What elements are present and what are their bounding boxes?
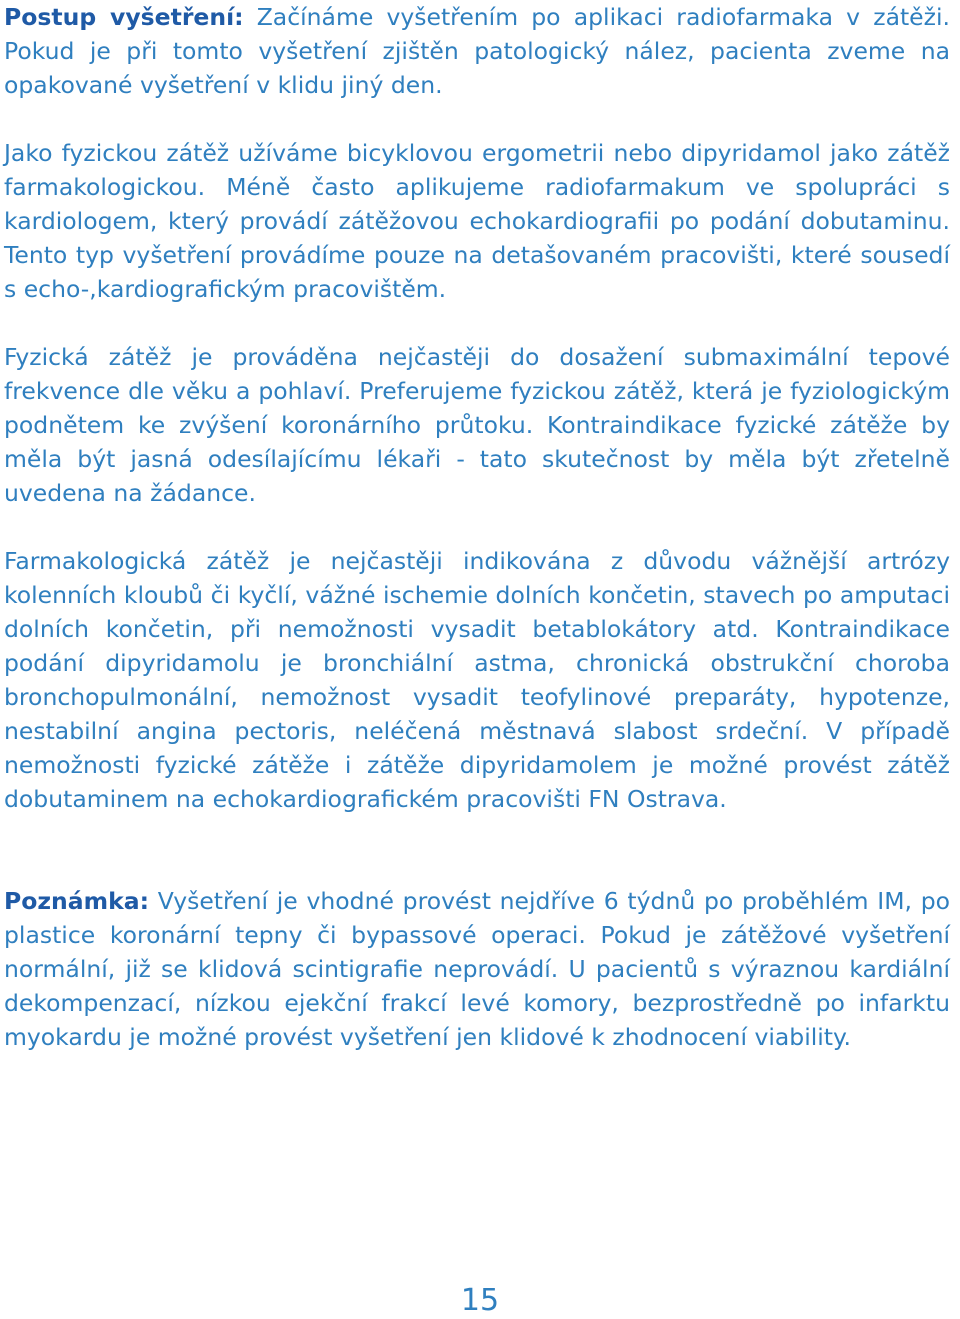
- paragraph-text: Fyzická zátěž je prováděna nejčastěji do dosažení submaximální tepové frekvence dle věku a pohlaví. Preferujeme fyzickou zátěž, která je fyziologickým podnětem ke zvýšení koronárního průtoku. Kontraindikace fyzické zátěže by měla být jasná odesílajícímu lékaři - tato skutečnost by měla být zřetelně uvedena na žádance.: [4, 343, 950, 507]
- paragraph-physical-stress: [4, 340, 950, 510]
- page-number: 15: [460, 1283, 500, 1318]
- paragraph-text: Vyšetření je vhodné provést nejdříve 6 týdnů po proběhlém IM, po plastice koronární tepny či bypassové operaci. Pokud je zátěžové vyšetření normální, již se klidová scintigrafie neprovádí. U pacientů s výraznou kardiální dekompenzací, nízkou ejekční frakcí levé komory, bezprostředně po infarktu myokardu je možné provést vyšetření jen klidové k zhodnocení viability.: [4, 887, 950, 1051]
- paragraph-text: Farmakologická zátěž je nejčastěji indikována z důvodu vážnější artrózy kolenních kloubů či kyčlí, vážné ischemie dolních končetin, stavech po amputaci dolních končetin, při nemožnosti vysadit betablokátory atd. Kontraindikace podání dipyridamolu je bronchiální astma, chronická obstrukční choroba bronchopulmonální, nemožnost vysadit teofylinové preparáty, hypotenze, nestabilní angina pectoris, neléčená městnavá slabost srdeční. V případě nemožnosti fyzické zátěže i zátěže dipyridamolem je možné provést zátěž dobutaminem na echokardiografickém pracovišti FN Ostrava.: [4, 547, 950, 813]
- paragraph-text: Jako fyzickou zátěž užíváme bicyklovou ergometrii nebo dipyridamol jako zátěž farmakologickou. Méně často aplikujeme radiofarmakum ve spolupráci s kardiologem, který provádí zátěžovou echokardiografii po podání dobutaminu. Tento typ vyšetření provádíme pouze na detašovaném pracovišti, které sousedí s echo-,kardiografickým pracovištěm.: [4, 139, 950, 303]
- paragraph-pharmacological-stress: [4, 544, 950, 816]
- paragraph-lead: Postup vyšetření:: [4, 3, 244, 31]
- paragraph-lead: Poznámka:: [4, 887, 150, 915]
- document-body: [4, 0, 950, 1088]
- paragraph-note: [4, 884, 950, 1054]
- paragraph-text: Začínáme vyšetřením po aplikaci radiofarmaka v zátěži. Pokud je při tomto vyšetření zjištěn patologický nález, pacienta zveme na opakované vyšetření v klidu jiný den.: [4, 3, 950, 99]
- paragraph-stress-types: [4, 136, 950, 306]
- paragraph-procedure: [4, 0, 950, 102]
